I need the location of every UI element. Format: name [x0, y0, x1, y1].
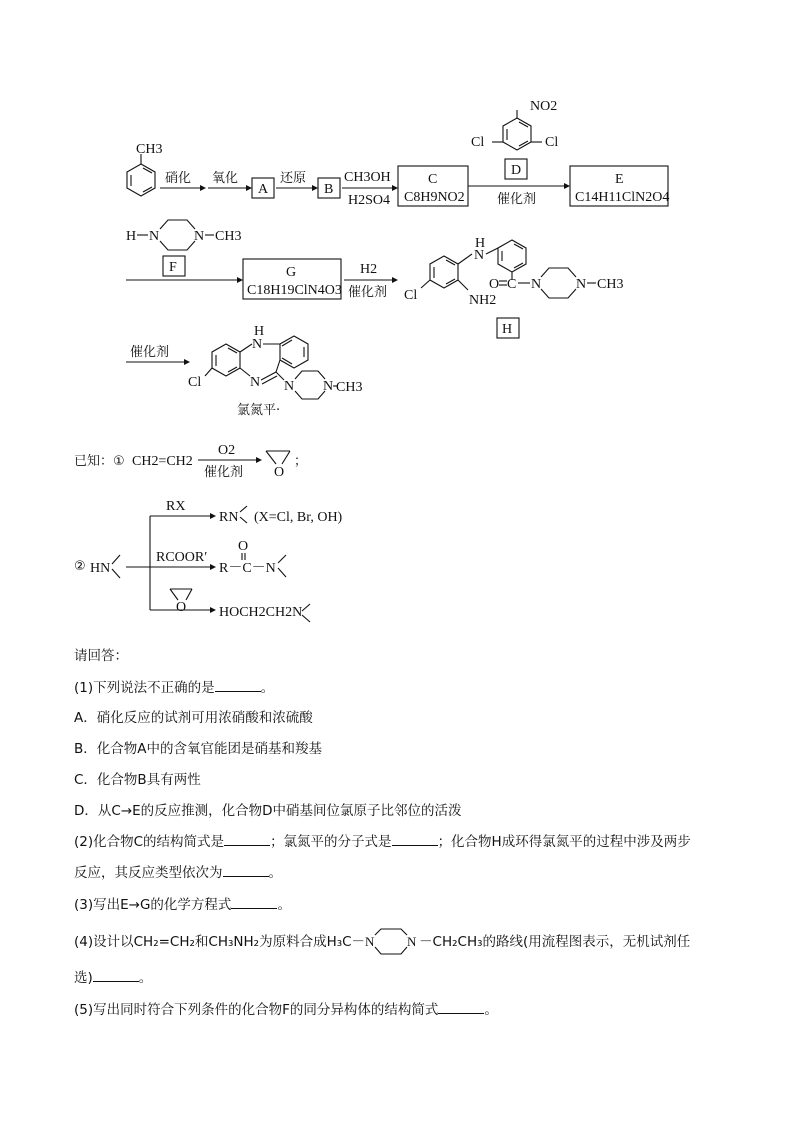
q4-ring-n1: N: [365, 934, 375, 949]
question-2-part-a: (2)化合物C的结构简式是: [74, 834, 225, 850]
h-chloro-label: Cl: [404, 288, 418, 303]
answer-blank-2a[interactable]: [224, 833, 270, 846]
compound-c-label: C: [428, 172, 438, 187]
ethylene-label: CH2=CH2: [132, 454, 193, 469]
answer-blank-1[interactable]: [215, 679, 261, 692]
epoxide-o-label: O: [274, 465, 285, 480]
question-4-part-b: －CH₂CH₃的路线(用流程图表示，无机试剂任: [419, 934, 691, 950]
h-carbonyl-c-label: C: [507, 277, 517, 292]
h-nh-h-label: H: [475, 236, 486, 251]
period: 。: [260, 680, 275, 696]
rx-note: (X=Cl, Br, OH): [254, 510, 343, 525]
ester-reagent: RCOOR′: [156, 550, 208, 565]
nitration-label: 硝化: [165, 171, 192, 186]
synthesis-scheme: [0, 0, 794, 440]
question-1: [74, 676, 274, 696]
question-2-part-c: ；化合物H成环得氯氮平的过程中涉及两步: [437, 834, 691, 850]
compound-f-label: F: [169, 260, 177, 275]
known-prefix: 已知：①: [74, 454, 125, 469]
compound-g-label: G: [286, 265, 297, 280]
compound-e-formula: C14H11ClN2O4: [575, 190, 670, 205]
known-reactions: [0, 440, 794, 640]
question-2-part-b: ；氯氮平的分子式是: [270, 834, 392, 850]
compound-f-structure: [126, 220, 241, 250]
compound-e-label: E: [615, 172, 624, 187]
period: 。: [138, 970, 153, 986]
f-n2-label: N: [194, 229, 205, 244]
clozapine-name: 氯氮平·: [237, 403, 281, 418]
period: 。: [268, 865, 282, 881]
answer-blank-2b[interactable]: [392, 833, 438, 846]
epoxide-product: HOCH2CH2N: [219, 605, 303, 620]
clozapine-pip-n1-label: N: [284, 379, 295, 394]
toluene-structure: [127, 142, 162, 196]
option-c: C．化合物B具有两性: [74, 772, 201, 788]
clozapine-imine-n-label: N: [250, 375, 261, 390]
question-4-line2: [74, 966, 152, 986]
known-semicolon: ；: [294, 454, 308, 469]
h-pip-n1-label: N: [531, 277, 542, 292]
answer-blank-5[interactable]: [438, 1001, 484, 1014]
clozapine-cl-label: Cl: [188, 375, 202, 390]
question-5-text: (5)写出同时符合下列条件的化合物F的同分异构体的结构简式: [74, 1002, 439, 1018]
f-h-label: H: [126, 229, 137, 244]
question-2-line2: [74, 861, 282, 881]
catalyst-label-3: 催化剂: [130, 345, 170, 360]
h-nh-n-label: N: [474, 248, 485, 263]
reduction-label: 还原: [280, 171, 307, 186]
methyl-label: CH3: [136, 142, 163, 157]
question-4-part-c: 选): [74, 970, 93, 986]
oxidation-label: 氧化: [212, 171, 239, 186]
question-2-line1: [74, 830, 691, 850]
compound-d-structure: [471, 99, 558, 150]
compound-c-formula: C8H9NO2: [404, 190, 465, 205]
option-d: D．从C→E的反应推测，化合物D中硝基间位氯原子比邻位的活泼: [74, 803, 462, 819]
answer-blank-3[interactable]: [231, 896, 277, 909]
clozapine-structure: [188, 324, 362, 399]
f-n1-label: N: [149, 229, 160, 244]
compound-a-label: A: [258, 182, 269, 197]
epoxide-reagent-icon: [170, 589, 192, 615]
h-amine-label: NH2: [469, 293, 497, 308]
answer-blank-2c[interactable]: [223, 864, 269, 877]
answer-blank-4[interactable]: [93, 969, 139, 982]
clozapine-methyl-label: CH3: [336, 380, 363, 395]
compound-b-label: B: [324, 182, 334, 197]
clozapine-nh-h-label: H: [254, 324, 265, 339]
chloro-right-label: Cl: [545, 135, 559, 150]
question-1-text: (1)下列说法不正确的是: [74, 680, 215, 696]
piperazine-ring-icon: [365, 927, 419, 957]
question-4-part-a: (4)设计以CH₂=CH₂和CH₃NH₂为原料合成H₃C－: [74, 934, 366, 950]
clozapine-pip-n2-label: N: [323, 379, 334, 394]
period: 。: [484, 1002, 498, 1018]
h-pip-n2-label: N: [576, 277, 587, 292]
nitro-label: NO2: [530, 99, 558, 114]
period: 。: [277, 897, 291, 913]
amide-product: R－C－N: [219, 561, 276, 576]
option-a: A．硝化反应的试剂可用浓硝酸和浓硫酸: [74, 710, 313, 726]
questions-intro: 请回答：: [74, 648, 128, 664]
clozapine-nh-n-label: N: [252, 337, 263, 352]
known-catalyst: 催化剂: [204, 465, 244, 480]
question-4-line1: [74, 927, 690, 957]
amide-o-label: O: [238, 539, 249, 554]
methanol-label: CH3OH: [344, 170, 391, 185]
compound-h-structure: [404, 236, 623, 308]
f-methyl-label: CH3: [215, 229, 242, 244]
question-3: [74, 893, 291, 913]
question-5: [74, 998, 498, 1018]
rx-product: RN: [219, 510, 239, 525]
oxygen-label: O2: [218, 443, 236, 458]
compound-d-label: D: [511, 163, 522, 178]
catalyst-label-2: 催化剂: [348, 285, 388, 300]
h-carbonyl-o-label: O: [489, 277, 500, 292]
compound-g-formula: C18H19ClN4O3: [247, 283, 342, 298]
epoxide-reagent-o: O: [176, 600, 187, 615]
question-2-part-d: 反应，其反应类型依次为: [74, 865, 223, 881]
catalyst-label-1: 催化剂: [497, 192, 537, 207]
question-3-text: (3)写出E→G的化学方程式: [74, 897, 232, 913]
sulfuric-acid-label: H2SO4: [348, 193, 391, 208]
option-b: B．化合物A中的含氧官能团是硝基和羧基: [74, 741, 322, 757]
compound-h-label: H: [502, 322, 513, 337]
amine-hn-label: HN: [90, 561, 111, 576]
rx-reagent: RX: [166, 499, 186, 514]
chloro-left-label: Cl: [471, 135, 485, 150]
epoxide-icon: [266, 451, 290, 480]
hydrogen-label: H2: [360, 262, 378, 277]
q4-ring-n2: N: [407, 934, 417, 949]
known-item2-num: ②: [74, 559, 86, 574]
h-methyl-label: CH3: [597, 277, 624, 292]
